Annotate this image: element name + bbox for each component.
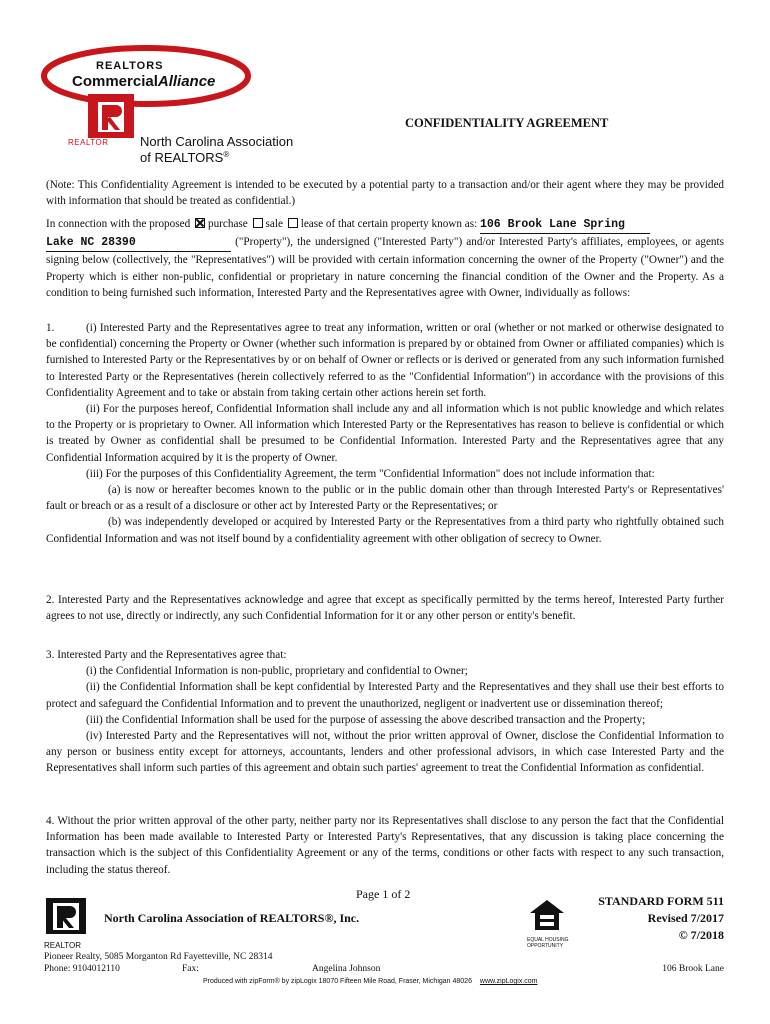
agent-name: Angelina Johnson xyxy=(312,964,381,974)
nc-association-line2-text: of REALTORS xyxy=(140,150,224,165)
section-1-iii: (iii) For the purposes of this Confidentiality Agreement, the term "Confidential Information" does not include information that: xyxy=(86,467,655,480)
section-1 xyxy=(46,320,724,547)
realtor-mark-footer: REALTOR xyxy=(44,941,82,950)
realtor-logo-footer xyxy=(44,896,92,948)
ziplogix-link[interactable]: www.zipLogix.com xyxy=(479,978,538,985)
note-paragraph: (Note: This Confidentiality Agreement is intended to be executed by a potential party to a transaction and/or their agent where they may be provided with information that should be treated as confidential.) xyxy=(46,179,724,208)
section-3-iii: (iii) the Confidential Information shall be used for the purpose of assessing the above described transaction and the Property; xyxy=(86,713,646,726)
office-fax: Fax: xyxy=(182,964,199,974)
form-name: STANDARD FORM 511 xyxy=(598,894,724,908)
realtor-mark-small: REALTOR xyxy=(68,138,109,147)
section-2: 2. Interested Party and the Representatives acknowledge and agree that except as specifically permitted by the terms hereof, Interested Party further agrees to not use, directly or indirectly, any such Confidential Information for it or any other person or entity's benefit. xyxy=(46,594,724,623)
lease-label: lease xyxy=(300,218,324,230)
realtors-label: REALTORS xyxy=(96,60,164,72)
page-number: Page 1 of 2 xyxy=(356,887,411,901)
sale-checkbox[interactable] xyxy=(253,218,263,228)
section-1-a: (a) is now or hereafter becomes known to the public or in the public domain other than through Interested Party's or Representatives' fault or breach or as a result of a disclosure or other act by Interested Party or the Representatives; or xyxy=(46,484,724,513)
company-logo xyxy=(40,42,294,172)
section-3-intro: 3. Interested Party and the Representatives agree that: xyxy=(46,649,287,661)
intro-paragraph xyxy=(46,216,724,301)
alliance-label-b: Alliance xyxy=(157,73,216,90)
lease-checkbox[interactable] xyxy=(288,218,298,228)
purchase-checkbox[interactable] xyxy=(195,218,205,228)
intro-prefix: In connection with the proposed xyxy=(46,218,191,230)
section-1-i xyxy=(46,320,724,401)
section-4: 4. Without the prior written approval of the other party, neither party nor its Representatives shall disclose to any person the fact that the Confidential Information has been made available to Interested Party or Interested Party's Representatives, that any discussion is taking place concerning the transaction which is the subject of this Confidentiality Agreement or any of the terms, conditions or other facts with respect to any such transaction, including the status thereof. xyxy=(46,815,724,876)
intro-suffix: of that certain property known as: xyxy=(325,218,478,230)
alliance-label-a: Commercial xyxy=(72,73,158,90)
form-revised: Revised 7/2017 xyxy=(647,911,724,925)
purchase-label: purchase xyxy=(207,218,248,230)
section-3 xyxy=(46,647,724,777)
section-1-ii: (ii) For the purposes hereof, Confidential Information shall include any and all information which is not public knowledge and which relates to the Property or is proprietary to Owner. All information which Interested Party or the Representatives has reason to believe is confidential or which is treated by Owner as confidential shall be presumed to be Confidential Information. Interested Party and the Representatives agree that any Confidential Information acquired by it is the property of Owner. xyxy=(46,403,724,464)
equal-housing-label: EQUAL HOUSING OPPORTUNITY xyxy=(527,937,569,949)
property-address-line1[interactable]: 106 Brook Lane Spring xyxy=(480,217,650,234)
section-3-iv: (iv) Interested Party and the Representatives will not, without the prior written approval of Owner, disclose the Confidential Information to any person or business entity except for attorneys, accountants, lenders and other professional advisors, in which case Interested Party and the Representatives shall inform such parties of this agreement and obtain such parties' agreement to treat the Confidential Information as confidential. xyxy=(46,730,724,775)
association-name: North Carolina Association of REALTORS®, Inc. xyxy=(104,911,360,925)
section-1-number: 1. xyxy=(46,322,55,334)
section-1-i-text: (i) Interested Party and the Representatives agree to treat any information, written or oral (whether or not marked or otherwise designated to be confidential) concerning the Property or Owner (whether such information is prepared by or obtained from Owner or affiliated companies) which is furnished to Interested Party or the Representatives by or on behalf of Owner or reflects or is derived or generated from any such information furnished to Interested Party or the Representatives (herein collectively referred to as the "Confidential Information") in accordance with the provisions of this Confidentiality Agreement and to take or abstain from taking certain other actions herein set forth. xyxy=(46,322,724,399)
produced-line xyxy=(203,978,538,985)
form-info xyxy=(560,893,724,944)
nc-association-line2: of REALTORS® xyxy=(140,150,230,165)
sale-label: sale xyxy=(265,218,283,230)
property-short: 106 Brook Lane xyxy=(662,964,724,974)
nc-association-line1: North Carolina Association xyxy=(140,134,294,149)
section-3-ii: (ii) the Confidential Information shall be kept confidential by Interested Party and the Representatives and they shall use their best efforts to protect and safeguard the Confidential Information and to prevent the unauthorized, negligent or inadvertent use or dissemination thereof; xyxy=(46,681,724,710)
section-1-b: (b) was independently developed or acquired by Interested Party or the Representatives from a third party who rightfully obtained such Confidential Information and was not itself bound by a confidentiality agreement with other obligation of secrecy to Owner. xyxy=(46,516,724,545)
alliance-label xyxy=(72,73,215,90)
form-copyright: © 7/2018 xyxy=(678,928,724,942)
realtor-r-icon xyxy=(44,896,92,936)
intro-rest: ("Property"), the undersigned ("Interested Party") and/or Interested Party's affiliates, employees, or agents signing below (collectively, the "Representatives") will be provided with certain information concerning the owner of the Property ("Owner") and the Property which is either non-public, confidential or proprietary in nature concerning the financial condition of the Owner and the Property. As a condition to being furnished such information, Interested Party and the Representatives agree with Owner, individually as follows: xyxy=(46,236,724,299)
office-phone: Phone: 9104012110 xyxy=(44,964,120,974)
produced-text: Produced with zipForm® by zipLogix 18070 Fifteen Mile Road, Fraser, Michigan 48026 xyxy=(203,978,472,985)
office-line: Pioneer Realty, 5085 Morganton Rd Fayetteville, NC 28314 xyxy=(44,952,273,962)
property-address-line2[interactable]: Lake NC 28390 xyxy=(46,235,231,252)
page-title: CONFIDENTIALITY AGREEMENT xyxy=(405,116,609,130)
section-3-i: (i) the Confidential Information is non-public, proprietary and confidential to Owner; xyxy=(86,665,468,678)
